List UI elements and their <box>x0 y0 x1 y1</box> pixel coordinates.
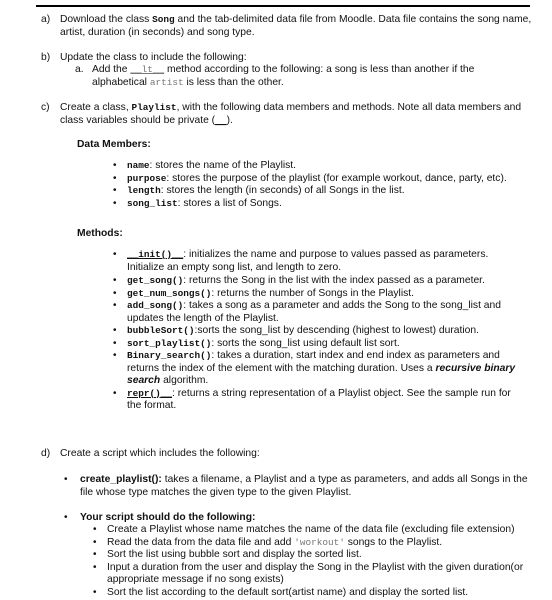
script-tasks <box>64 512 535 525</box>
list-item: • Sort the list using bubble sort and display the sorted list. <box>93 549 362 560</box>
list-item: • repr()__: returns a string representation of a Playlist object. See the sample run for the format. <box>113 387 511 411</box>
data-members-list <box>113 160 537 210</box>
section-d-intro: Create a script which includes the following: <box>60 448 260 459</box>
list-item: • name: stores the name of the Playlist. <box>113 160 297 171</box>
list-item: • Read the data from the data file and add 'workout' songs to the Playlist. <box>93 536 443 548</box>
section-b-sub-text: Add the __lt__ method according to the following: a song is less than another if the alphabetical artist is less than the other. <box>92 64 475 88</box>
binary-search-term: binary search <box>127 362 516 386</box>
list-item: • get_song(): returns the Song in the list with the index passed as a parameter. <box>113 275 485 286</box>
code-artist: artist <box>149 76 184 88</box>
code-playlist: Playlist <box>131 102 177 113</box>
script-requirements <box>64 474 535 499</box>
list-item: • bubbleSort():sorts the song_list by descending (highest to lowest) duration. <box>113 325 479 336</box>
list-item: • song_list: stores a list of Songs. <box>113 197 282 209</box>
list-item: • get_num_songs(): returns the number of Songs in the Playlist. <box>113 287 415 299</box>
section-c-label: c) <box>41 102 50 113</box>
section-b-label: b) <box>41 52 51 63</box>
methods-list <box>113 249 527 413</box>
section-b-sub-label: a. <box>75 64 84 75</box>
section-c-text: Create a class, Playlist, with the following data members and methods. Note all data members and class variables should be private (__). <box>60 102 522 126</box>
list-item: • Input a duration from the user and display the Song in the Playlist with the given duration(or appropriate message if no song exists) <box>93 561 524 585</box>
section-a-label: a) <box>41 14 51 25</box>
list-item: • length: stores the length (in seconds) of all Songs in the list. <box>113 185 405 196</box>
list-item: • add_song(): takes a song as a parameter and adds the Song to the song_list and updates the length of the Playlist. <box>113 300 501 324</box>
code-lt: __lt__ <box>130 64 165 75</box>
code-song: Song <box>152 14 175 25</box>
list-item: • create_playlist(): takes a filename, a Playlist and a type as parameters, and adds all Songs in the file whose type matches the given type to the given Playlist. <box>64 474 528 498</box>
list-item: • Create a Playlist whose name matches the name of the data file (excluding file extension) <box>93 524 515 535</box>
section-a-text: Download the class Song and the tab-delimited data file from Moodle. Data file contains the song name, artist, duration (in seconds) and song type. <box>60 14 532 38</box>
section-d-label: d) <box>41 448 51 459</box>
list-item: • __init()__: initializes the name and purpose to values passed as parameters. Initialize an empty song list, and length to zero. <box>113 249 489 273</box>
list-item: • purpose: stores the purpose of the playlist (for example workout, dance, party, etc). <box>113 172 507 184</box>
section-b-intro: Update the class to include the following: <box>60 52 247 63</box>
top-rule <box>36 5 530 7</box>
list-item: • Sort the list according to the default sort(artist name) and display the sorted list. <box>93 586 469 598</box>
list-item: • sort_playlist(): sorts the song_list using default list sort. <box>113 337 400 349</box>
list-item: • Binary_search(): takes a duration, start index and end index as parameters and returns the index of the element with the matching duration. Uses a recursive binary search algorithm. <box>113 350 516 386</box>
list-item: • Your script should do the following: <box>64 512 256 523</box>
script-task-list <box>93 524 527 599</box>
methods-heading: Methods: <box>77 228 123 239</box>
data-members-heading: Data Members: <box>77 139 151 150</box>
